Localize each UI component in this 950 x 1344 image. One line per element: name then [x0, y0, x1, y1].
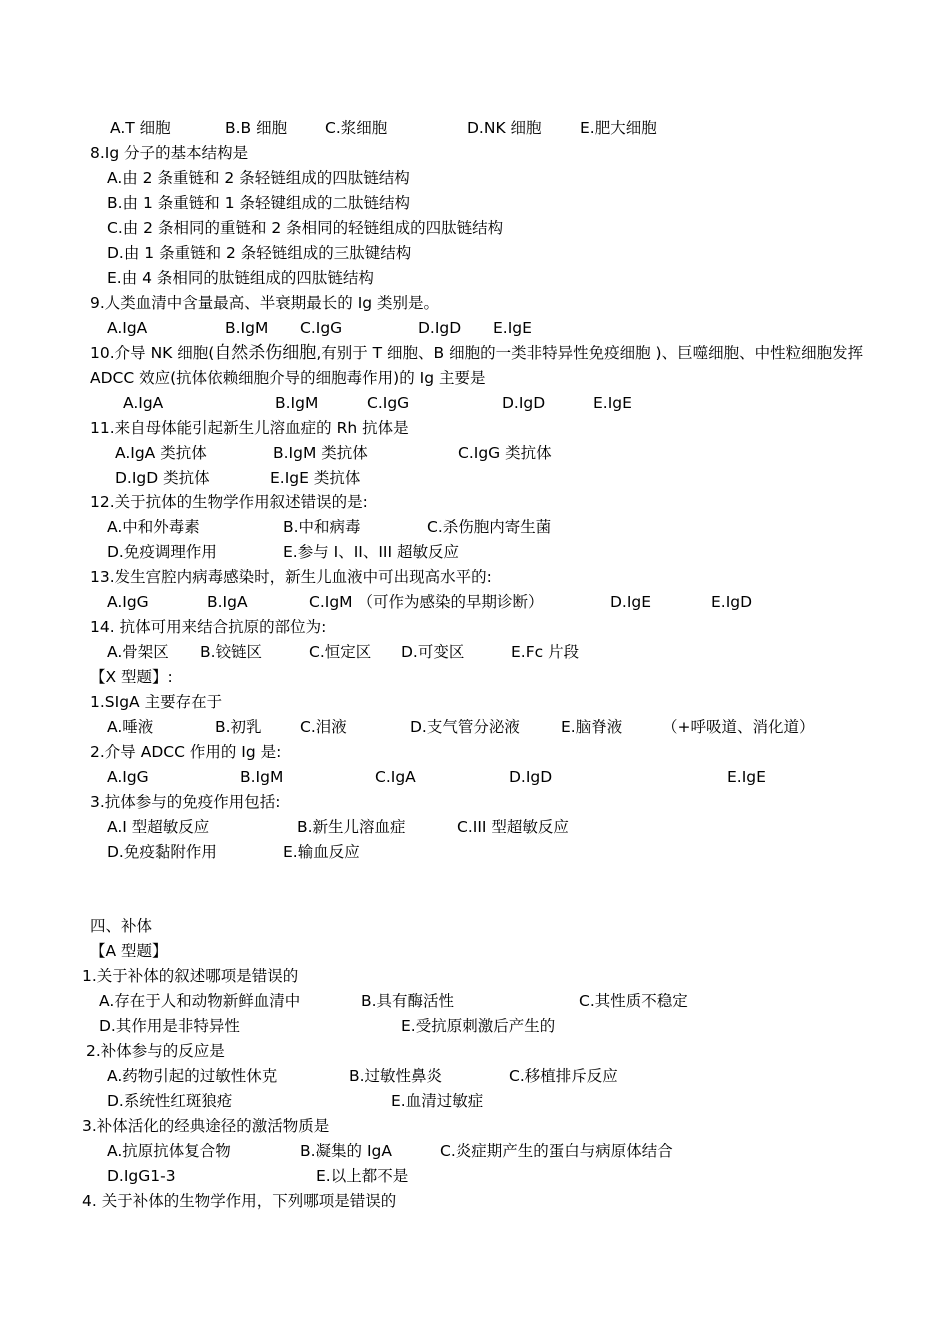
option-text: C.其性质不稳定 [579, 992, 688, 1010]
question-10 [90, 341, 870, 391]
question-10-part3: ,有别于 T 细胞、B 细胞的一类非特异性免疫细胞 )、巨噬细胞、中性粒细胞发挥 ADCC 效应(抗体依赖细胞介导的细胞毒作用)的 Ig 主要是 [90, 344, 864, 387]
option-text: D.系统性红斑狼疮 [107, 1092, 233, 1110]
option-text: A.I 型超敏反应 [107, 818, 210, 836]
option-text: E.IgE [493, 319, 532, 337]
line-text: 4. 关于补体的生物学作用，下列哪项是错误的 [82, 1192, 397, 1210]
line-text: 1.关于补体的叙述哪项是错误的 [82, 967, 299, 985]
option-text: D.免疫调理作用 [107, 543, 217, 561]
option-text: C.移植排斥反应 [509, 1067, 618, 1085]
option-text: D.IgD [509, 768, 553, 786]
option-text: （+呼吸道、消化道） [662, 718, 815, 736]
option-text: A.IgG [107, 593, 149, 611]
option-text: B.具有酶活性 [361, 992, 455, 1010]
option-text: A.IgA [107, 319, 148, 337]
option-text: B.IgM [275, 394, 319, 412]
option-text: D.IgD 类抗体 [115, 469, 210, 487]
line-text: 3.补体活化的经典途径的激活物质是 [82, 1117, 330, 1135]
option-text: E.参与 I、II、III 超敏反应 [283, 543, 460, 561]
option-text: E.IgD [711, 593, 753, 611]
line-text: 9.人类血清中含量最高、半衰期最长的 Ig 类别是。 [90, 294, 440, 312]
question-10-emphasis: 自然杀伤细胞 [214, 343, 317, 363]
option-text: C.炎症期产生的蛋白与病原体结合 [440, 1142, 673, 1160]
line-text: 12.关于抗体的生物学作用叙述错误的是: [90, 493, 368, 511]
line-text: D.由 1 条重链和 2 条轻链组成的三肽键结构 [107, 244, 412, 262]
line-text: 【A 型题】 [90, 942, 168, 960]
option-text: A.IgA [123, 394, 164, 412]
option-text: E.IgE [593, 394, 632, 412]
option-text: E.肥大细胞 [580, 119, 657, 137]
option-text: A.药物引起的过敏性休克 [107, 1067, 278, 1085]
option-text: B.凝集的 IgA [300, 1142, 393, 1160]
option-text: D.其作用是非特异性 [99, 1017, 240, 1035]
line-text: 3.抗体参与的免疫作用包括: [90, 793, 281, 811]
option-text: B.新生儿溶血症 [297, 818, 406, 836]
option-text: C.浆细胞 [325, 119, 388, 137]
option-text: B.初乳 [215, 718, 262, 736]
option-text: E.IgE 类抗体 [270, 469, 361, 487]
option-text: C.IgG [300, 319, 343, 337]
option-text: B.IgM [225, 319, 269, 337]
line-text: 13.发生宫腔内病毒感染时，新生儿血液中可出现高水平的: [90, 568, 492, 586]
question-10-part1: 10.介导 NK 细胞( [90, 344, 215, 362]
option-text: D.IgE [610, 593, 652, 611]
option-text: E.输血反应 [283, 843, 360, 861]
option-text: C.泪液 [300, 718, 347, 736]
option-text: D.可变区 [401, 643, 465, 661]
option-text: A.唾液 [107, 718, 154, 736]
line-text: B.由 1 条重链和 1 条轻键组成的二肽链结构 [107, 194, 410, 212]
line-text: 11.来自母体能引起新生儿溶血症的 Rh 抗体是 [90, 419, 409, 437]
option-text: C.IgA [375, 768, 416, 786]
option-text: C.IgG 类抗体 [458, 444, 552, 462]
option-text: B.IgM [240, 768, 284, 786]
option-text: A.IgA 类抗体 [115, 444, 207, 462]
option-text: B.过敏性鼻炎 [349, 1067, 443, 1085]
option-text: E.以上都不是 [316, 1167, 409, 1185]
option-text: B.IgA [207, 593, 248, 611]
option-text: A.T 细胞 [110, 119, 171, 137]
option-text: D.NK 细胞 [467, 119, 542, 137]
option-text: C.IgM （可作为感染的早期诊断） [309, 593, 544, 611]
line-text: E.由 4 条相同的肽链组成的四肽链结构 [107, 269, 374, 287]
option-text: E.Fc 片段 [511, 643, 580, 661]
option-text: D.IgD [502, 394, 546, 412]
option-text: A.中和外毒素 [107, 518, 200, 536]
option-text: C.恒定区 [309, 643, 372, 661]
line-text: 1.SIgA 主要存在于 [90, 693, 223, 711]
option-text: A.存在于人和动物新鲜血清中 [99, 992, 301, 1010]
option-text: B.中和病毒 [283, 518, 361, 536]
option-text: B.B 细胞 [225, 119, 288, 137]
option-text: B.铰链区 [200, 643, 263, 661]
option-text: C.杀伤胞内寄生菌 [427, 518, 552, 536]
option-text: D.IgD [418, 319, 462, 337]
option-text: E.IgE [727, 768, 766, 786]
line-text: 四、补体 [90, 917, 153, 935]
option-text: A.IgG [107, 768, 149, 786]
option-text: D.免疫黏附作用 [107, 843, 217, 861]
line-text: C.由 2 条相同的重链和 2 条相同的轻链组成的四肽链结构 [107, 219, 504, 237]
line-text: 2.介导 ADCC 作用的 Ig 是: [90, 743, 282, 761]
option-text: A.骨架区 [107, 643, 169, 661]
line-text: 14. 抗体可用来结合抗原的部位为: [90, 618, 327, 636]
line-text: 8.Ig 分子的基本结构是 [90, 144, 249, 162]
option-text: D.IgG1-3 [107, 1167, 176, 1185]
option-text: B.IgM 类抗体 [273, 444, 368, 462]
line-text: 【X 型题】: [90, 668, 173, 686]
option-text: A.抗原抗体复合物 [107, 1142, 231, 1160]
option-text: C.IgG [367, 394, 410, 412]
option-text: E.血清过敏症 [391, 1092, 484, 1110]
option-text: C.III 型超敏反应 [457, 818, 569, 836]
option-text: D.支气管分泌液 [410, 718, 520, 736]
line-text: 2.补体参与的反应是 [86, 1042, 225, 1060]
option-text: E.受抗原刺激后产生的 [401, 1017, 556, 1035]
line-text: A.由 2 条重链和 2 条轻链组成的四肽链结构 [107, 169, 410, 187]
option-text: E.脑脊液 [561, 718, 623, 736]
